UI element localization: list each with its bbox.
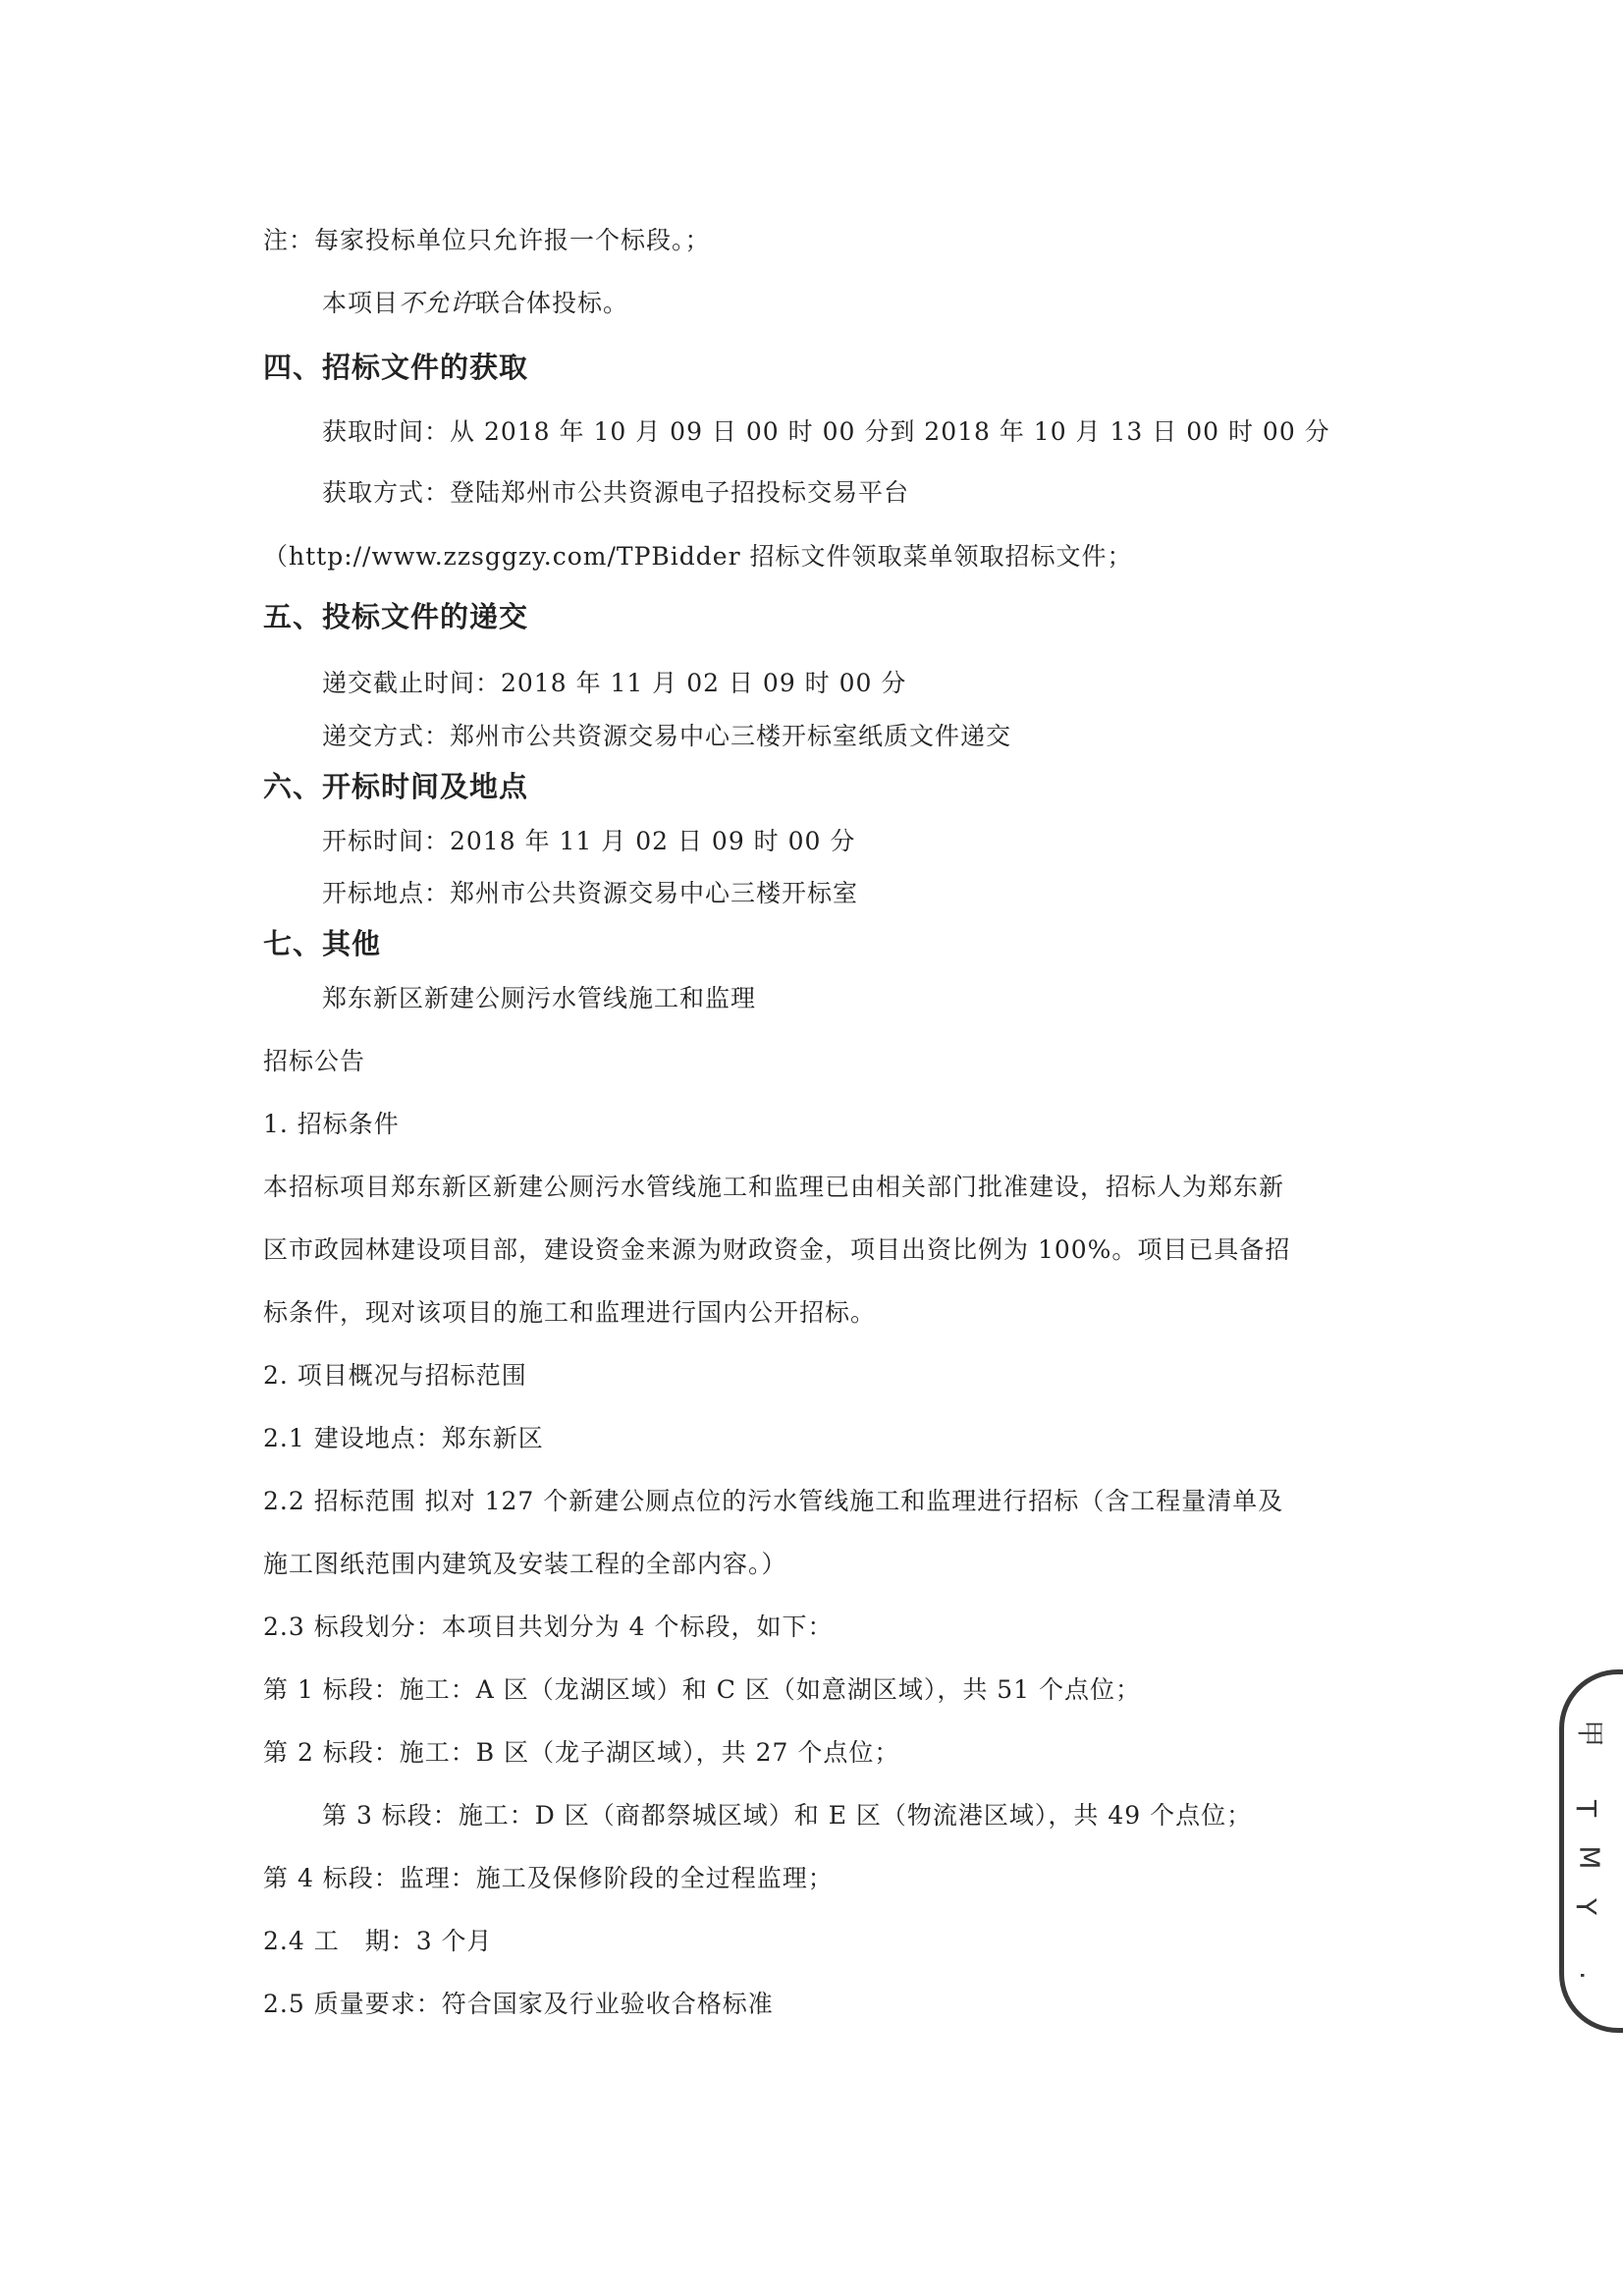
consortium-note-c: 联合体投标。 <box>475 289 629 317</box>
site-location: 2.1 建设地点：郑东新区 <box>263 1424 544 1452</box>
acquire-url-line: （http://www.zzsggzy.com/TPBidder 招标文件领取菜单领取招标文件； <box>263 542 1133 571</box>
note-line: 注：每家投标单位只允许报一个标段。； <box>263 226 711 254</box>
submit-method: 递交方式：郑州市公共资源交易中心三楼开标室纸质文件递交 <box>322 722 1012 750</box>
lot-1: 第 1 标段：施工：A 区（龙湖区域）和 C 区（如意湖区域），共 51 个点位； <box>263 1675 1142 1704</box>
section5-heading: 五、投标文件的递交 <box>263 600 529 633</box>
consortium-note-a: 本项目 <box>322 289 400 317</box>
opening-place: 开标地点：郑州市公共资源交易中心三楼开标室 <box>322 879 859 907</box>
bid-scope-2: 施工图纸范围内建筑及安装工程的全部内容。） <box>263 1550 787 1578</box>
notice-title: 招标公告 <box>263 1047 366 1075</box>
consortium-note <box>322 287 628 320</box>
section6-heading: 六、开标时间及地点 <box>263 770 529 803</box>
conditions-paragraph-1: 本招标项目郑东新区新建公厕污水管线施工和监理已由相关部门批准建设，招标人为郑东新 <box>263 1173 1285 1201</box>
conditions-title: 1. 招标条件 <box>263 1110 400 1138</box>
lot-2: 第 2 标段：施工：B 区（龙子湖区域），共 27 个点位； <box>263 1738 900 1767</box>
lot-division: 2.3 标段划分：本项目共划分为 4 个标段，如下： <box>263 1613 834 1641</box>
section4-heading: 四、招标文件的获取 <box>263 351 529 384</box>
seal-stamp: 甲 T M Y · <box>1559 1669 1623 2033</box>
bid-scope-1: 2.2 招标范围 拟对 127 个新建公厕点位的污水管线施工和监理进行招标（含工程量清单及 <box>263 1487 1284 1515</box>
submit-deadline: 递交截止时间：2018 年 11 月 02 日 09 时 00 分 <box>322 669 907 697</box>
overview-title: 2. 项目概况与招标范围 <box>263 1361 527 1390</box>
acquire-method: 获取方式：登陆郑州市公共资源电子招投标交易平台 <box>322 478 910 507</box>
acquire-time: 获取时间：从 2018 年 10 月 09 日 00 时 00 分到 2018 年 10 月 13 日 00 时 00 分 <box>322 417 1330 446</box>
lot-4: 第 4 标段：监理：施工及保修阶段的全过程监理； <box>263 1864 834 1892</box>
construction-period: 2.4 工 期：3 个月 <box>263 1927 493 1955</box>
conditions-paragraph-2: 区市政园林建设项目部，建设资金来源为财政资金，项目出资比例为 100%。项目已具备招 <box>263 1235 1291 1264</box>
project-name: 郑东新区新建公厕污水管线施工和监理 <box>322 984 757 1012</box>
opening-time: 开标时间：2018 年 11 月 02 日 09 时 00 分 <box>322 827 856 855</box>
lot-3: 第 3 标段：施工：D 区（商都祭城区域）和 E 区（物流港区域），共 49 个点位； <box>322 1801 1253 1830</box>
quality-requirement: 2.5 质量要求：符合国家及行业验收合格标准 <box>263 1990 774 2018</box>
section7-heading: 七、其他 <box>263 927 382 960</box>
conditions-paragraph-3: 标条件，现对该项目的施工和监理进行国内公开招标。 <box>263 1298 877 1327</box>
consortium-note-b: 不允许 <box>399 289 476 317</box>
